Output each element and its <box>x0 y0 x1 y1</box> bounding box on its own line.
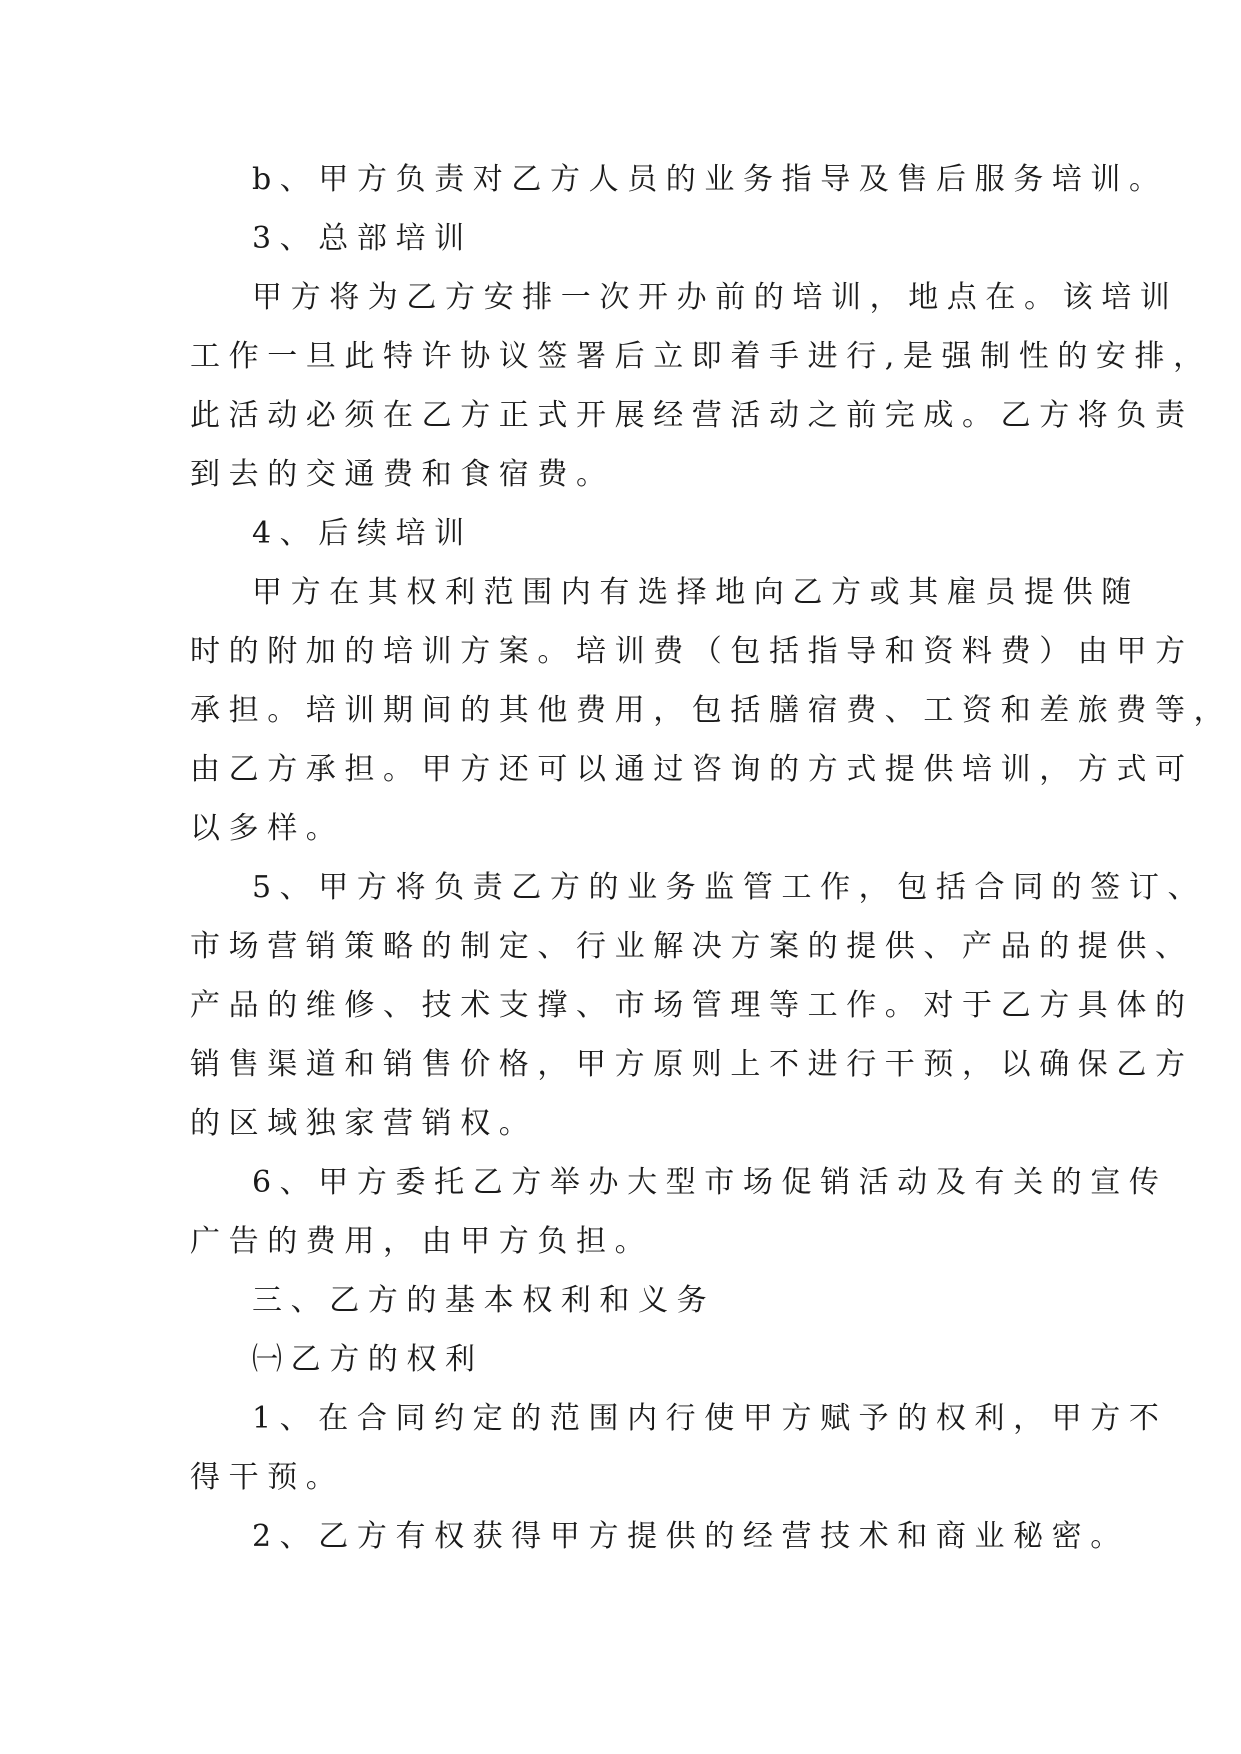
document-body <box>190 158 1233 1559</box>
paragraph-line: 销售渠道和销售价格，甲方原则上不进行干预，以确保乙方 <box>190 1047 1194 1082</box>
paragraph-line: 甲方将为乙方安排一次开办前的培训，地点在。该培训 <box>252 280 1179 315</box>
paragraph-line: 得干预。 <box>190 1460 345 1495</box>
paragraph-line: 市场营销策略的制定、行业解决方案的提供、产品的提供、 <box>190 929 1194 964</box>
paragraph-line: 广告的费用，由甲方负担。 <box>190 1224 654 1259</box>
paragraph-line: 5、甲方将负责乙方的业务监管工作，包括合同的签订、 <box>252 870 1207 905</box>
paragraph-line: 承担。培训期间的其他费用，包括膳宿费、工资和差旅费等， <box>190 693 1233 728</box>
paragraph-line: 到去的交通费和食宿费。 <box>190 457 615 492</box>
paragraph-line: b、甲方负责对乙方人员的业务指导及售后服务培训。 <box>252 162 1168 197</box>
section-heading: 三、乙方的基本权利和义务 <box>252 1283 716 1318</box>
paragraph-line: 产品的维修、技术支撑、市场管理等工作。对于乙方具体的 <box>190 988 1194 1023</box>
paragraph-line: 甲方在其权利范围内有选择地向乙方或其雇员提供随 <box>252 575 1140 610</box>
paragraph-line: 时的附加的培训方案。培训费（包括指导和资料费）由甲方 <box>190 634 1194 669</box>
paragraph-line: 2、乙方有权获得甲方提供的经营技术和商业秘密。 <box>252 1519 1129 1554</box>
paragraph-line: 由乙方承担。甲方还可以通过咨询的方式提供培训，方式可 <box>190 752 1194 787</box>
paragraph-line: 1、在合同约定的范围内行使甲方赋予的权利，甲方不 <box>252 1401 1168 1436</box>
paragraph-line: 以多样。 <box>190 811 345 846</box>
subsection-heading: ㈠乙方的权利 <box>252 1342 484 1377</box>
paragraph-line: 工作一旦此特许协议签署后立即着手进行,是强制性的安排， <box>190 339 1212 374</box>
paragraph-line: 此活动必须在乙方正式开展经营活动之前完成。乙方将负责 <box>190 398 1194 433</box>
paragraph-line: 6、甲方委托乙方举办大型市场促销活动及有关的宣传 <box>252 1165 1168 1200</box>
section-heading: 4、后续培训 <box>252 516 473 551</box>
section-heading: 3、总部培训 <box>252 221 473 256</box>
paragraph-line: 的区域独家营销权。 <box>190 1106 538 1141</box>
